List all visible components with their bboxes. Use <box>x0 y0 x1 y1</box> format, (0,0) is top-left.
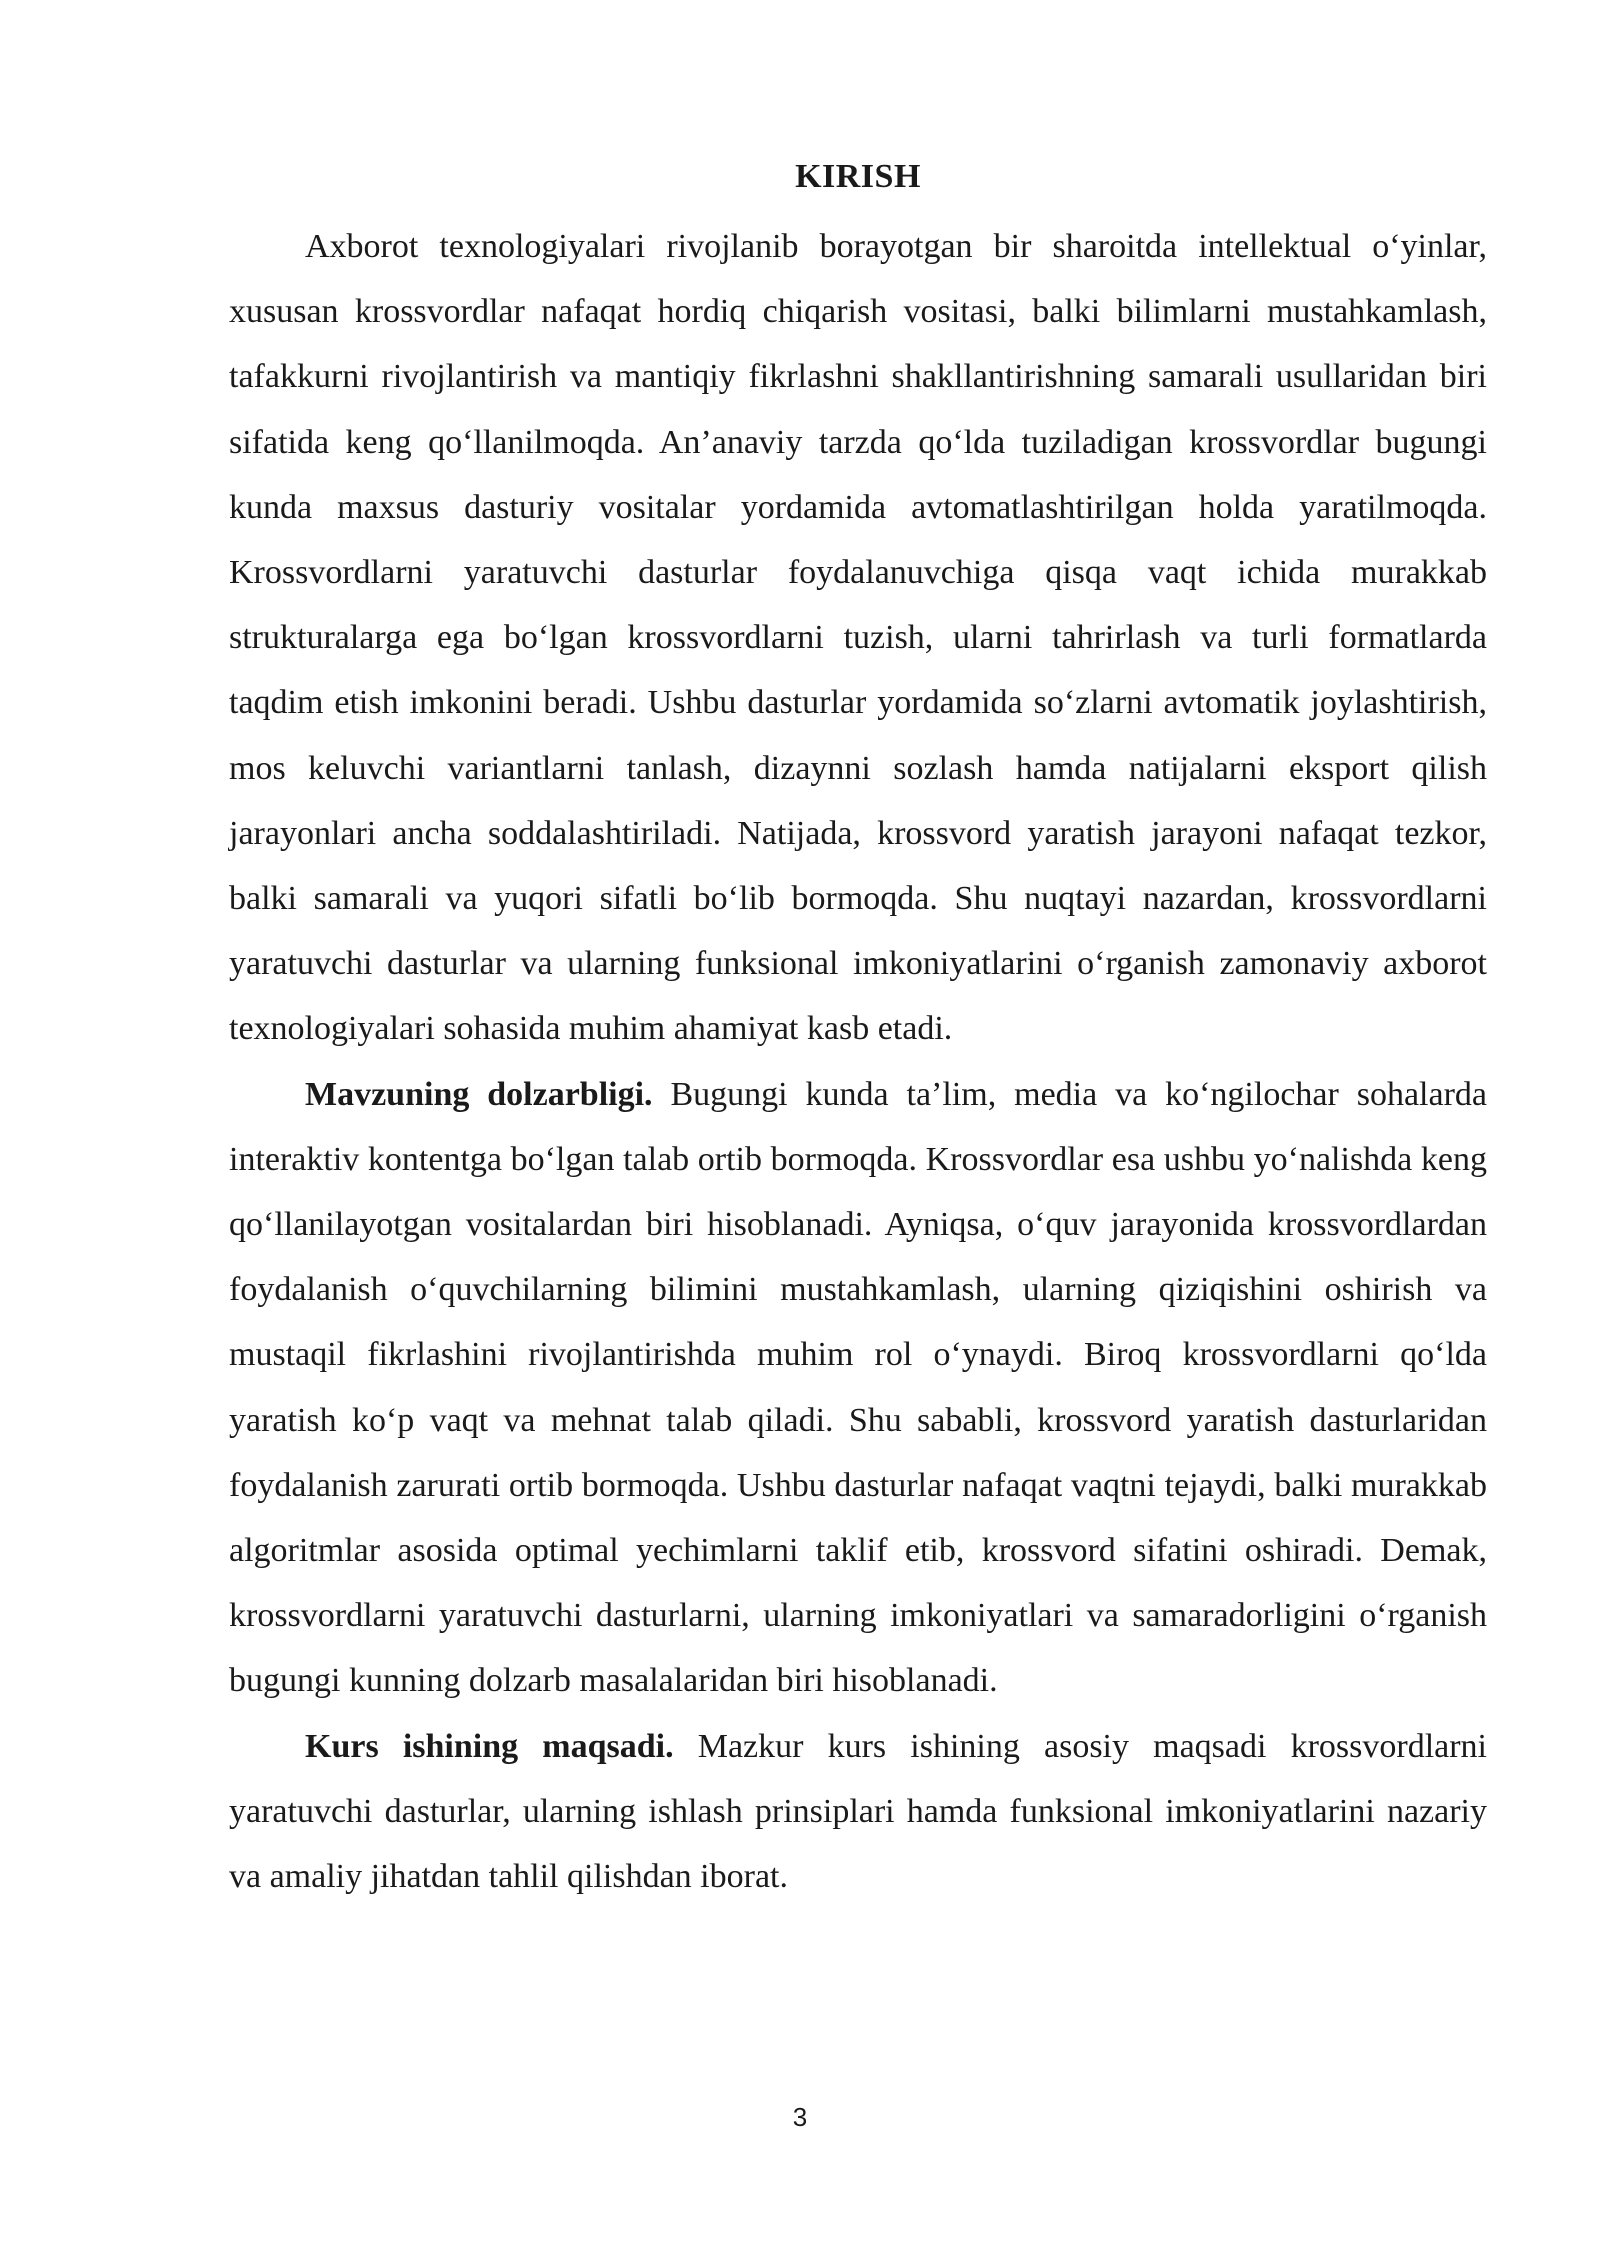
paragraph-intro <box>229 214 1487 1062</box>
paragraph-relevance <box>229 1062 1487 1714</box>
paragraph-text: Axborot texnologiyalari rivojlanib borayotgan bir sharoitda intellektual o‘yinlar, xususan krossvordlar nafaqat hordiq chiqarish vositasi, balki bilimlarni mustahkamlash, tafakkurni rivojlantirish va mantiqiy fikrlashni shakllantirishning samarali usullaridan biri sifatida keng qo‘llanilmoqda. An’anaviy tarzda qo‘lda tuziladigan krossvordlar bugungi kunda maxsus dasturiy vositalar yordamida avtomatlashtirilgan holda yaratilmoqda. Krossvordlarni yaratuvchi dasturlar foydalanuvchiga qisqa vaqt ichida murakkab strukturalarga ega bo‘lgan krossvordlarni tuzish, ularni tahrirlash va turli formatlarda taqdim etish imkonini beradi. Ushbu dasturlar yordamida so‘zlarni avtomatik joylashtirish, mos keluvchi variantlarni tanlash, dizaynni sozlash hamda natijalarni eksport qilish jarayonlari ancha soddalashtiriladi. Natijada, krossvord yaratish jarayoni nafaqat tezkor, balki samarali va yuqori sifatli bo‘lib bormoqda. Shu nuqtayi nazardan, krossvordlarni yaratuvchi dasturlar va ularning funksional imkoniyatlarini o‘rganish zamonaviy axborot texnologiyalari sohasida muhim ahamiyat kasb etadi. <box>229 228 1487 1048</box>
paragraph-text: Bugungi kunda ta’lim, media va ko‘ngilochar sohalarda interaktiv kontentga bo‘lgan talab ortib bormoqda. Krossvordlar esa ushbu yo‘nalishda keng qo‘llanilayotgan vositalardan biri hisoblanadi. Ayniqsa, o‘quv jarayonida krossvordlardan foydalanish o‘quvchilarning bilimini mustahkamlash, ularning qiziqishini oshirish va mustaqil fikrlashini rivojlantirishda muhim rol o‘ynaydi. Biroq krossvordlarni qo‘lda yaratish ko‘p vaqt va mehnat talab qiladi. Shu sababli, krossvord yaratish dasturlaridan foydalanish zarurati ortib bormoqda. Ushbu dasturlar nafaqat vaqtni tejaydi, balki murakkab algoritmlar asosida optimal yechimlarni taklif etib, krossvord sifatini oshiradi. Demak, krossvordlarni yaratuvchi dasturlarni, ularning imkoniyatlari va samaradorligini o‘rganish bugungi kunning dolzarb masalalaridan biri hisoblanadi. <box>229 1075 1488 1700</box>
page-title: KIRISH <box>795 158 921 195</box>
page-number: 3 <box>792 2102 808 2132</box>
paragraph-text: Mazkur kurs ishining asosiy maqsadi krossvordlarni yaratuvchi dasturlar, ularning ishlash prinsiplari hamda funksional imkoniyatlarini nazariy va amaliy jihatdan tahlil qilishdan iborat. <box>229 1727 1487 1896</box>
page-body <box>229 150 1487 1909</box>
paragraph-lead: Mavzuning dolzarbligi. <box>305 1075 653 1113</box>
paragraph-goal <box>229 1714 1487 1910</box>
paragraph-lead: Kurs ishining maqsadi. <box>305 1727 674 1765</box>
